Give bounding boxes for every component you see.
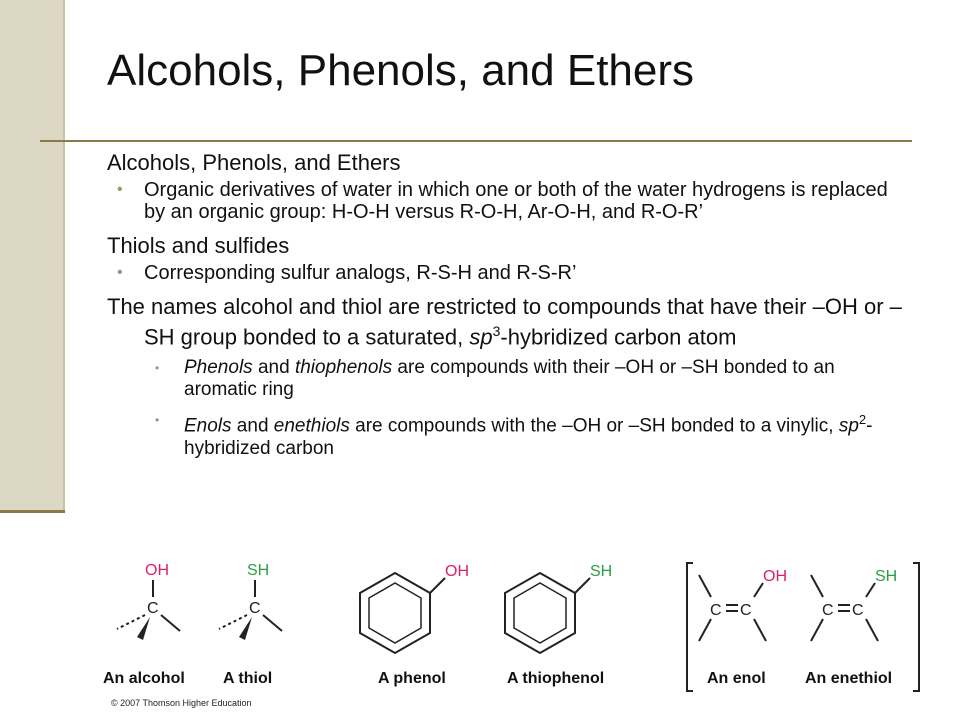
caption-alcohol: An alcohol bbox=[103, 670, 185, 687]
caption-enethiol: An enethiol bbox=[805, 670, 893, 687]
phenols-term: Phenols bbox=[184, 357, 253, 379]
bullet-water-derivatives: • Organic derivatives of water in which one or both of the water hydrogens is replaced by an organic group: H-O-H versus R-O-H, Ar-O-H, and R-O-R’ bbox=[107, 179, 907, 223]
enol-carbon1-label: C bbox=[710, 602, 722, 619]
naming-rule-text-a: The names alcohol and thiol are restricted to compounds that have their –OH or –SH group bonded to a saturated, bbox=[107, 294, 902, 350]
slide-title: Alcohols, Phenols, and Ethers bbox=[107, 46, 695, 95]
thiol-sh-label: SH bbox=[247, 562, 270, 579]
heading-thiols: Thiols and sulfides bbox=[107, 233, 290, 258]
enols-and: and bbox=[231, 415, 274, 437]
thiophenol-structure bbox=[505, 563, 612, 687]
phenol-oh-label: OH bbox=[445, 563, 469, 580]
enol-structure bbox=[699, 568, 787, 687]
naming-rule-text-b: -hybridized carbon atom bbox=[500, 324, 737, 350]
sp2-superscript: 2 bbox=[858, 412, 867, 428]
title-divider bbox=[40, 140, 912, 142]
phenols-and: and bbox=[252, 357, 295, 379]
bullet-sulfur-analogs: • Corresponding sulfur analogs, R-S-H and R-S-R’ bbox=[107, 262, 907, 284]
sidebar-foot-line bbox=[0, 510, 65, 513]
enethiol-carbon1-label: C bbox=[822, 602, 834, 619]
enols-definition-b: -hybridized carbon bbox=[184, 415, 873, 459]
sidebar-decoration bbox=[0, 0, 63, 512]
heading-alcohols: Alcohols, Phenols, and Ethers bbox=[107, 150, 401, 175]
caption-thiophenol: A thiophenol bbox=[507, 670, 605, 687]
caption-thiol: A thiol bbox=[223, 670, 273, 687]
enethiol-carbon2-label: C bbox=[852, 602, 864, 619]
alcohol-oh-label: OH bbox=[145, 562, 169, 579]
thiophenols-term: thiophenols bbox=[294, 357, 393, 379]
enethiol-sh-label: SH bbox=[875, 568, 898, 585]
phenols-definition: are compounds with their –OH or –SH bonded to an aromatic ring bbox=[184, 357, 835, 401]
sub-bullet-phenols bbox=[107, 357, 907, 401]
right-bracket bbox=[913, 563, 919, 691]
slide-body bbox=[107, 148, 907, 468]
left-bracket bbox=[687, 563, 693, 691]
phenol-structure bbox=[360, 563, 469, 687]
thiophenol-sh-label: SH bbox=[590, 563, 613, 580]
heading-naming-rule bbox=[107, 294, 907, 349]
enol-oh-label: OH bbox=[763, 568, 787, 585]
alcohol-carbon-label: C bbox=[147, 600, 159, 617]
enol-carbon2-label: C bbox=[740, 602, 752, 619]
caption-enol: An enol bbox=[707, 670, 766, 687]
sp-label: sp bbox=[469, 324, 493, 350]
copyright-notice: © 2007 Thomson Higher Education bbox=[111, 698, 252, 708]
sp3-superscript: 3 bbox=[492, 323, 501, 339]
thiol-carbon-label: C bbox=[249, 600, 261, 617]
sp2-label: sp bbox=[838, 415, 859, 437]
thiol-structure bbox=[219, 562, 282, 687]
enols-term: Enols bbox=[184, 415, 232, 437]
caption-phenol: A phenol bbox=[378, 670, 446, 687]
structures-figure bbox=[95, 553, 925, 693]
enethiols-term: enethiols bbox=[273, 415, 350, 437]
enethiol-structure bbox=[805, 568, 897, 687]
sub-bullet-enols bbox=[107, 409, 907, 459]
enols-definition-a: are compounds with the –OH or –SH bonded to a vinylic, bbox=[349, 415, 839, 437]
sidebar-shadow bbox=[63, 0, 65, 512]
alcohol-structure bbox=[103, 562, 185, 687]
